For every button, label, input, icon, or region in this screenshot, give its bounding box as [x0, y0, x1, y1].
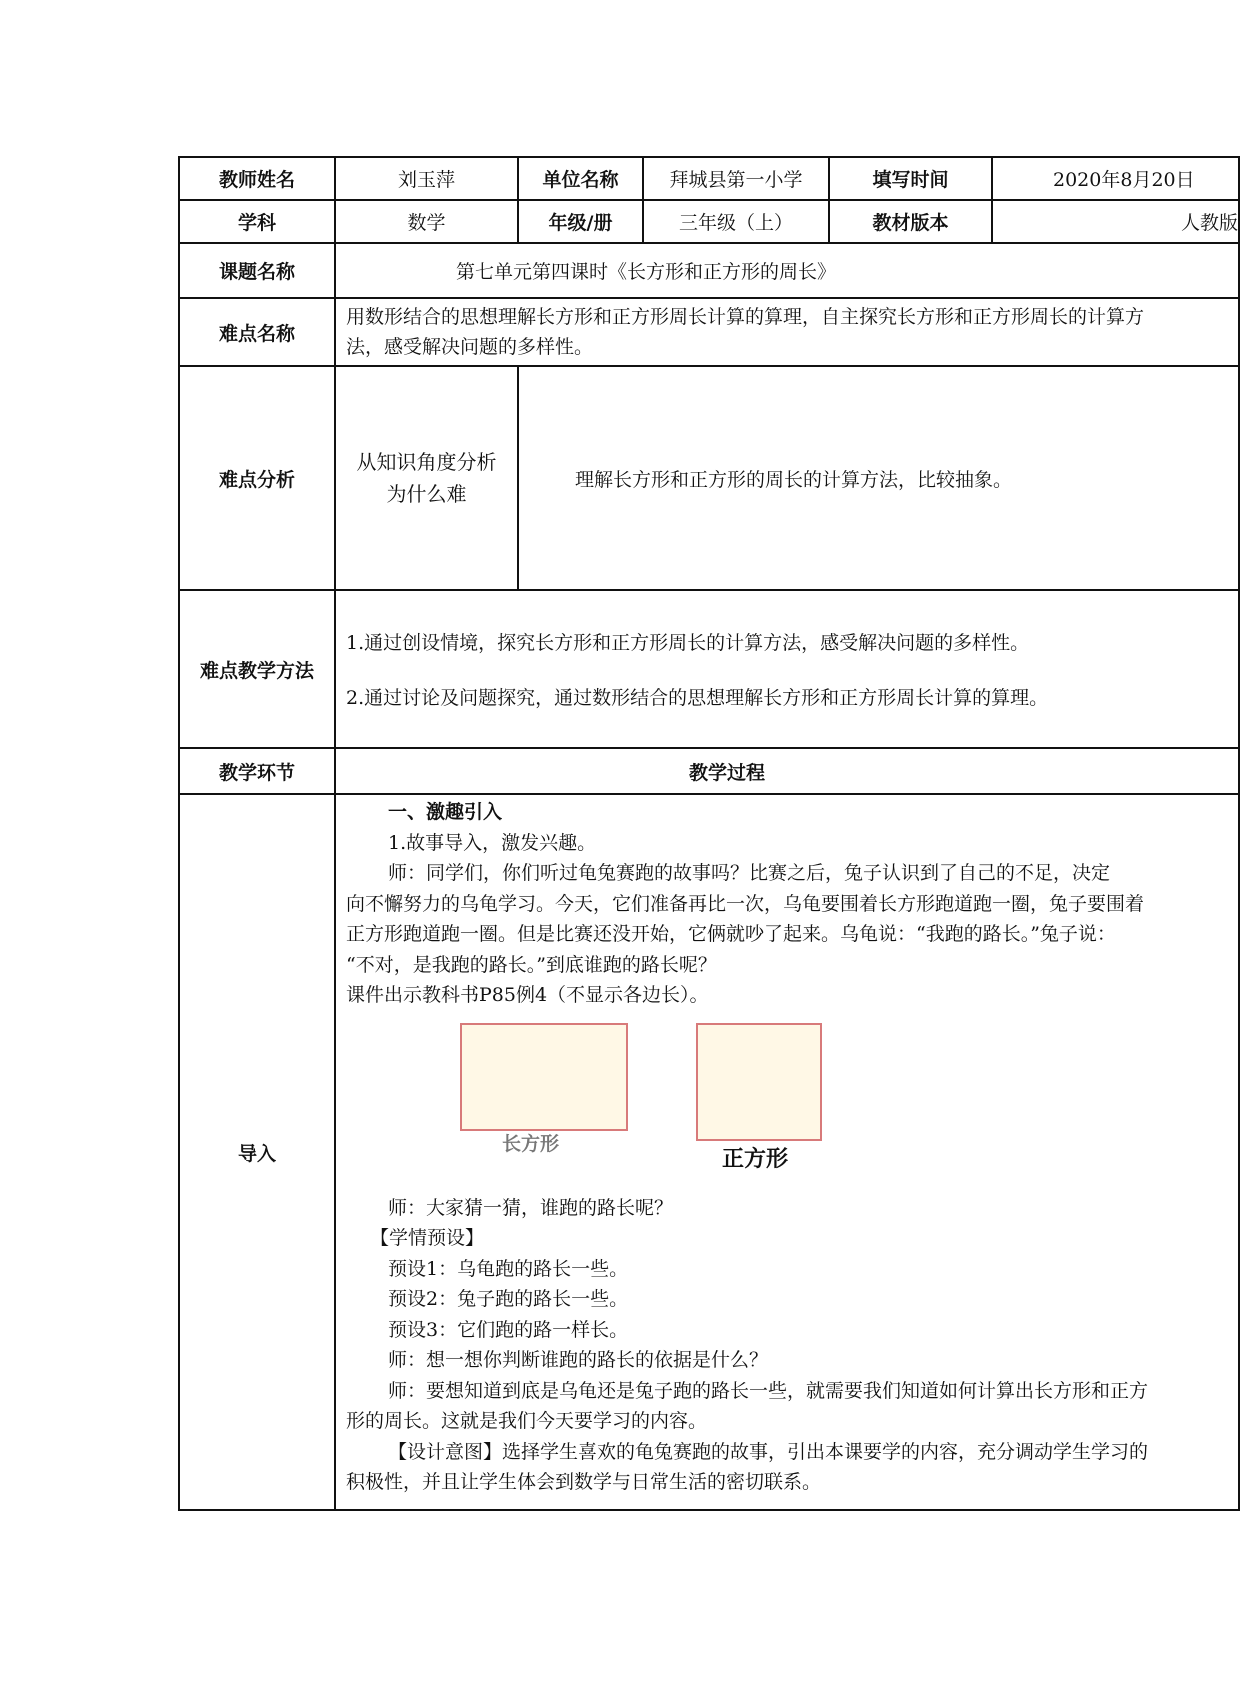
analysis-sub-label — [335, 366, 518, 590]
row-topic — [179, 243, 1239, 298]
row-subject — [179, 200, 1239, 243]
story-line: 正方形跑道跑一圈。但是比赛还没开始，它俩就吵了起来。乌龟说：“我跑的路长。”兔子说： — [346, 923, 1116, 945]
design-line: 【设计意图】选择学生喜欢的龟兔赛跑的故事，引出本课要学的内容，充分调动学生学习的 — [388, 1440, 1149, 1463]
row-difficulty — [179, 298, 1239, 366]
grade-value: 三年级（上） — [643, 200, 829, 243]
date-value: 2020年8月20日 — [992, 157, 1239, 200]
unit-label: 单位名称 — [518, 157, 643, 200]
know-line: 形的周长。这就是我们今天要学习的内容。 — [346, 1410, 708, 1432]
difficulty-label: 难点名称 — [179, 298, 335, 366]
row-teacher — [179, 157, 1239, 200]
subject-value: 数学 — [335, 200, 518, 243]
row-process-header — [179, 748, 1239, 794]
method-cell — [335, 590, 1239, 748]
edition-value: 人教版 — [992, 200, 1239, 243]
analysis-sub-label-line: 从知识角度分析 — [356, 450, 497, 474]
preset-item: 预设3：它们跑的路一样长。 — [388, 1318, 629, 1341]
method-label: 难点教学方法 — [179, 590, 335, 748]
unit-value: 拜城县第一小学 — [643, 157, 829, 200]
subject-label: 学科 — [179, 200, 335, 243]
know-line: 师：要想知道到底是乌龟还是兔子跑的路长一些，就需要我们知道如何计算出长方形和正方 — [388, 1379, 1149, 1402]
figure-shapes — [346, 1011, 1228, 1193]
teacher-label: 教师姓名 — [179, 157, 335, 200]
preset-item: 预设1：乌龟跑的路长一些。 — [388, 1257, 629, 1280]
square-figure — [696, 1023, 822, 1141]
row-analysis — [179, 366, 1239, 590]
row-method — [179, 590, 1239, 748]
date-label: 填写时间 — [829, 157, 992, 200]
preset-title: 【学情预设】 — [370, 1227, 485, 1249]
intro-label: 导入 — [179, 794, 335, 1510]
analysis-value: 理解长方形和正方形的周长的计算方法，比较抽象。 — [518, 366, 1239, 590]
difficulty-line: 法，感受解决问题的多样性。 — [346, 336, 594, 358]
intro-cell — [335, 794, 1239, 1510]
rectangle-figure-label: 长方形 — [502, 1132, 560, 1155]
design-line: 积极性，并且让学生体会到数学与日常生活的密切联系。 — [346, 1471, 822, 1493]
method-item: 1.通过创设情境，探究长方形和正方形周长的计算方法，感受解决问题的多样性。 — [346, 632, 1030, 654]
row-intro — [179, 794, 1239, 1510]
analysis-label: 难点分析 — [179, 366, 335, 590]
preset-item: 预设2：兔子跑的路长一些。 — [388, 1288, 629, 1310]
difficulty-cell — [335, 298, 1239, 366]
rectangle-figure — [460, 1023, 628, 1131]
teacher-value: 刘玉萍 — [335, 157, 518, 200]
story-line: “不对，是我跑的路长。”到底谁跑的路长呢？ — [346, 953, 717, 976]
topic-value: 第七单元第四课时《长方形和正方形的周长》 — [335, 243, 1239, 298]
grade-label: 年级/册 — [518, 200, 643, 243]
difficulty-line: 用数形结合的思想理解长方形和正方形周长计算的算理，自主探究长方形和正方形周长的计算方 — [346, 306, 1145, 328]
story-line: 师：同学们，你们听过龟兔赛跑的故事吗？比赛之后，兔子认识到了自己的不足，决定 — [388, 862, 1111, 884]
story-line: 向不懈努力的乌龟学习。今天，它们准备再比一次，乌龟要围着长方形跑道跑一圈，兔子要围着 — [346, 892, 1145, 915]
square-figure-label: 正方形 — [722, 1146, 789, 1172]
intro-heading: 一、激趣引入 — [388, 801, 503, 823]
analysis-sub-label-line: 为什么难 — [386, 482, 467, 506]
lesson-plan-table — [178, 156, 1240, 1511]
think-line: 师：想一想你判断谁跑的路长的依据是什么？ — [388, 1349, 769, 1371]
courseware-line: 课件出示教科书P85例4（不显示各边长）。 — [346, 984, 709, 1006]
edition-label: 教材版本 — [829, 200, 992, 243]
intro-step1: 1.故事导入，激发兴趣。 — [388, 831, 597, 854]
stage-label: 教学环节 — [179, 748, 335, 794]
method-item: 2.通过讨论及问题探究，通过数形结合的思想理解长方形和正方形周长计算的算理。 — [346, 687, 1049, 709]
guess-line: 师：大家猜一猜，谁跑的路长呢？ — [388, 1196, 674, 1219]
topic-label: 课题名称 — [179, 243, 335, 298]
process-label: 教学过程 — [335, 748, 1239, 794]
